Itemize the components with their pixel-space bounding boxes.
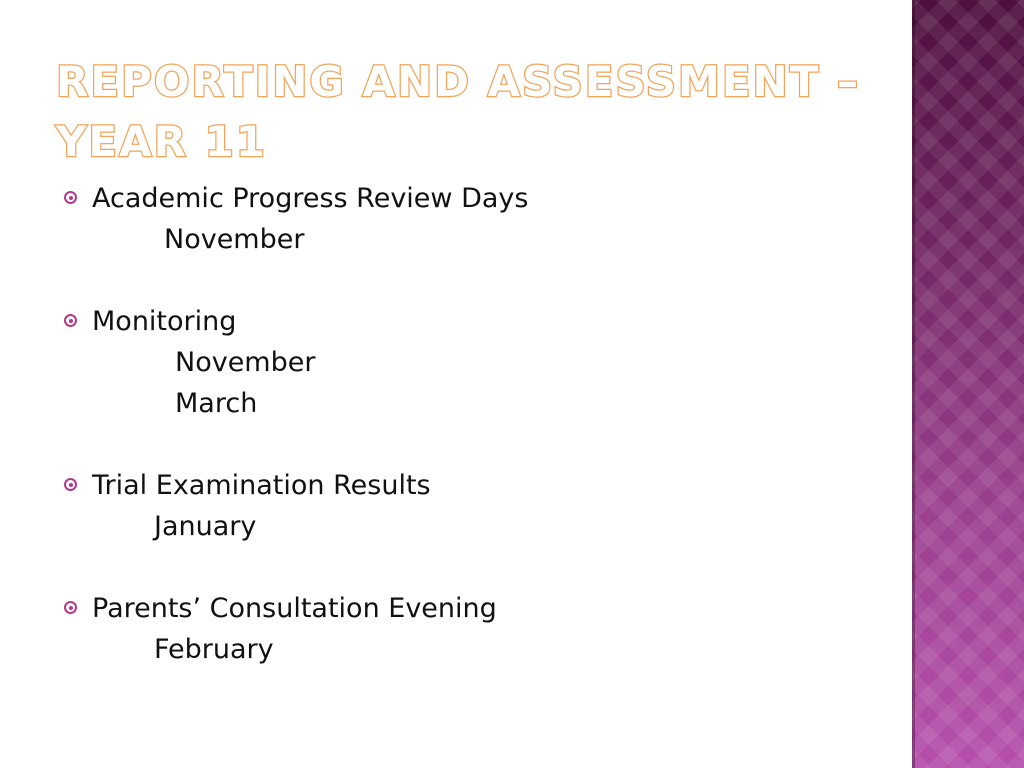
list-item-heading: Monitoring bbox=[92, 306, 237, 337]
list-item-detail: November bbox=[164, 224, 305, 255]
list-item-trial-examination bbox=[62, 465, 882, 547]
bullet-list bbox=[62, 178, 882, 711]
radio-circle-bullet-icon bbox=[64, 478, 77, 491]
list-item-detail: November bbox=[175, 347, 316, 378]
list-item-monitoring bbox=[62, 301, 882, 424]
radio-circle-bullet-icon bbox=[64, 191, 77, 204]
list-item-heading: Trial Examination Results bbox=[92, 470, 431, 501]
list-item-heading: Parents’ Consultation Evening bbox=[92, 593, 497, 624]
list-item-detail: February bbox=[154, 634, 274, 665]
list-item-detail: March bbox=[175, 388, 258, 419]
radio-circle-bullet-icon bbox=[64, 601, 77, 614]
list-item-parents-consultation bbox=[62, 588, 882, 670]
radio-circle-bullet-icon bbox=[64, 314, 77, 327]
decorative-side-band bbox=[912, 0, 1024, 768]
list-item-heading: Academic Progress Review Days bbox=[92, 183, 529, 214]
list-item-detail: January bbox=[154, 511, 257, 542]
slide-title: REPORTING AND ASSESSMENT – YEAR 11 bbox=[56, 57, 860, 166]
side-band-edge bbox=[912, 0, 915, 768]
list-item-academic-progress bbox=[62, 178, 882, 260]
